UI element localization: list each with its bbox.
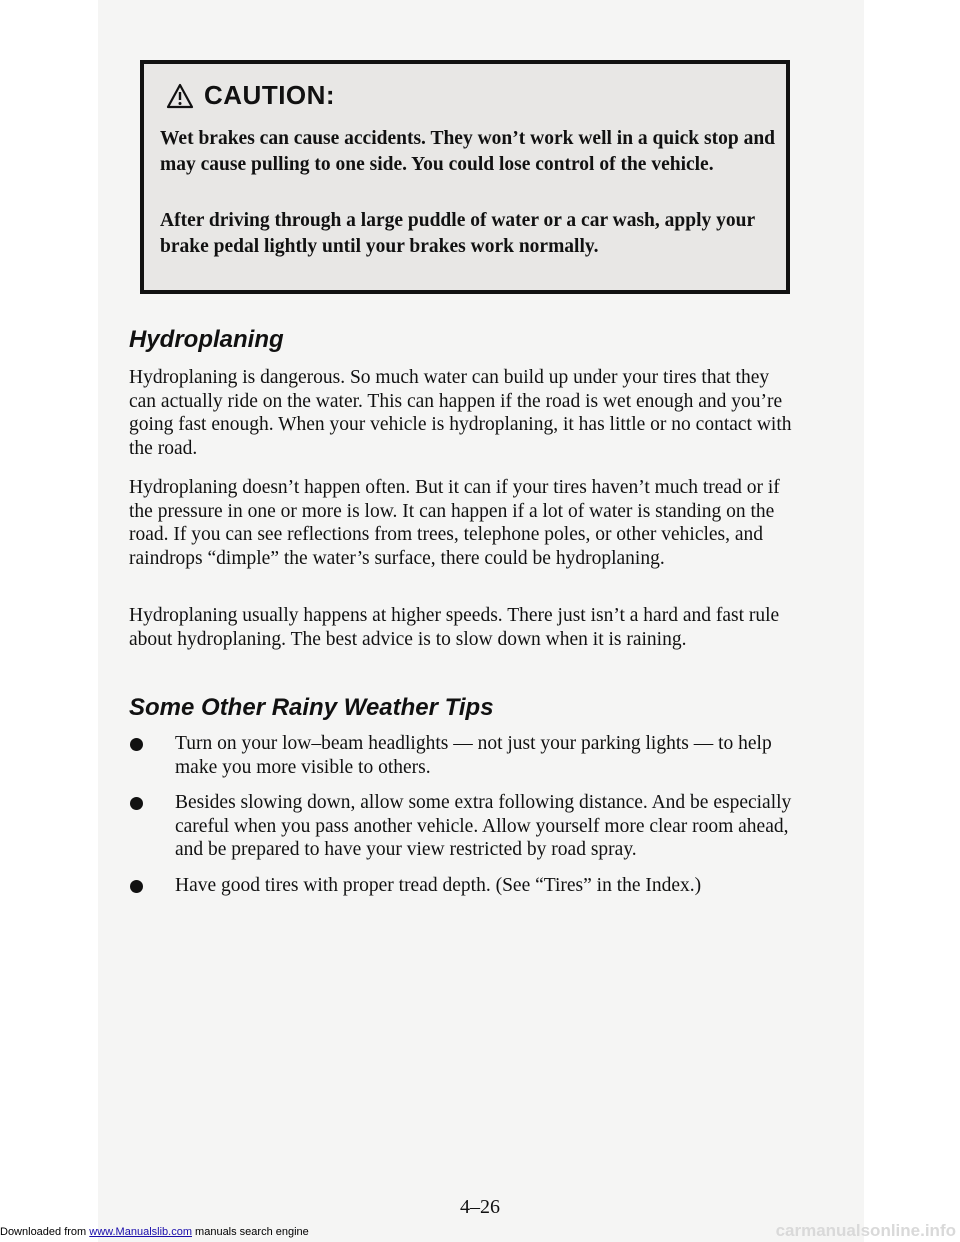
tip-text: Turn on your low–beam headlights — not just your parking lights — to help make you more visible to others.: [175, 733, 772, 778]
bullet-icon: [130, 797, 143, 810]
manualslib-link[interactable]: www.Manualslib.com: [89, 1226, 192, 1238]
footer-prefix: Downloaded from: [0, 1226, 87, 1238]
download-footer: [0, 1226, 309, 1238]
bullet-icon: [130, 738, 143, 751]
bullet-icon: [130, 880, 143, 893]
tips-list: [129, 732, 801, 909]
list-item: [129, 791, 801, 862]
footer-suffix: manuals search engine: [195, 1226, 309, 1238]
list-item: [129, 874, 801, 898]
caution-paragraph: After driving through a large puddle of water or a car wash, apply your brake pedal lightly until your brakes work normally.: [160, 210, 755, 257]
body-paragraph: Hydroplaning doesn’t happen often. But it can if your tires haven’t much tread or if the pressure in one or more is low. It can happen if a lot of water is standing on the road. If you can see reflections from trees, telephone poles, or other vehicles, and raindrops “dimple” the water’s surface, there could be hydroplaning.: [129, 477, 780, 569]
caution-box: [140, 60, 790, 294]
caution-paragraph: Wet brakes can cause accidents. They won’t work well in a quick stop and may cause pulling to one side. You could lose control of the vehicle.: [160, 128, 776, 175]
body-paragraph: Hydroplaning is dangerous. So much water can build up under your tires that they can actually ride on the water. This can happen if the road is wet enough and you’re going fast enough. When your vehicle is hydroplaning, it has little or no contact with the road.: [129, 367, 792, 459]
body-paragraph: Hydroplaning usually happens at higher speeds. There just isn’t a hard and fast rule about hydroplaning. The best advice is to slow down when it is raining.: [129, 605, 780, 650]
tip-text: Have good tires with proper tread depth. (See “Tires” in the Index.): [175, 874, 702, 896]
section-heading-hydroplaning: Hydroplaning: [129, 326, 284, 353]
list-item: [129, 732, 801, 779]
caution-heading: [166, 80, 335, 111]
tip-text: Besides slowing down, allow some extra following distance. And be especially careful when you pass another vehicle. Allow yourself more clear room ahead, and be prepared to have your view restricted by road spray.: [175, 792, 792, 860]
warning-triangle-icon: [166, 83, 194, 109]
caution-title: CAUTION:: [204, 80, 336, 110]
page-number: 4–26: [460, 1196, 500, 1218]
section-heading-rainy-weather-tips: Some Other Rainy Weather Tips: [129, 694, 494, 721]
watermark-text: carmanualsonline.info: [775, 1221, 956, 1240]
